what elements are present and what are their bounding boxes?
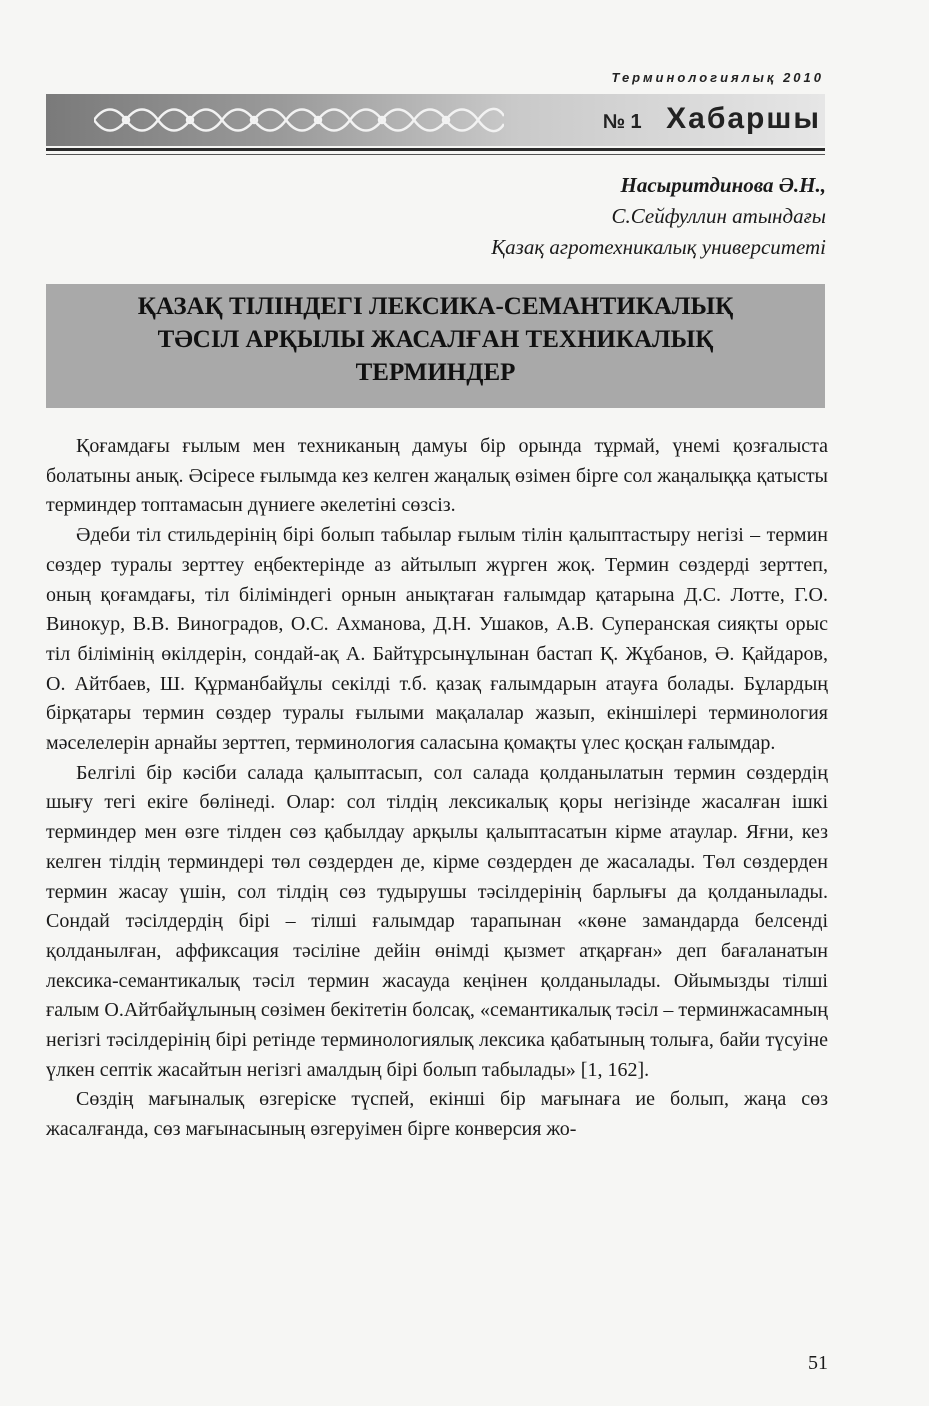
article-title-line-1: ҚАЗАҚ ТІЛІНДЕГІ ЛЕКСИКА-СЕМАНТИКАЛЫҚ: [137, 293, 734, 320]
header-rule-thin: [46, 154, 825, 155]
author-affiliation-2: Қазақ агротехникалық университеті: [491, 235, 826, 259]
article-body: [46, 432, 828, 1145]
journal-line: Терминологиялық 2010: [611, 70, 824, 85]
article-title-line-2: ТӘСІЛ АРҚЫЛЫ ЖАСАЛҒАН ТЕХНИКАЛЫҚ: [157, 326, 714, 353]
author-name: Насыритдинова Ә.Н.,: [620, 173, 826, 197]
header-band: [46, 94, 825, 146]
issue-number: № 1: [602, 111, 642, 133]
article-title-box: [46, 284, 825, 408]
article-title: [46, 290, 825, 389]
header-rule: [46, 148, 825, 151]
author-block: [491, 170, 826, 263]
paragraph: Сөздің мағыналық өзгеріске түспей, екінші бір мағынаға ие болып, жаңа сөз жасалғанда, сөз мағынасының өзгеруімен бірге конверсия жо-: [46, 1088, 828, 1141]
author-affiliation-1: С.Сейфуллин атындағы: [611, 204, 826, 228]
paragraph: Қоғамдағы ғылым мен техниканың дамуы бір орында тұрмай, үнемі қозғалыста болатыны анық. Әсіресе ғылымда кез келген жаңалық өзімен бірге сол жаңалыққа қатысты терминдер топтамасын дүниеге әкелетіні сөзсіз.: [46, 435, 828, 517]
header-title-group: [603, 102, 821, 136]
ornament-pattern: [94, 104, 504, 136]
journal-title: Хабаршы: [666, 102, 821, 135]
article-title-line-3: ТЕРМИНДЕР: [355, 359, 516, 386]
paragraph: Әдеби тіл стильдерінің бірі болып табылар ғылым тілін қалыптастыру негізі – термин сөздер туралы зерттеу еңбектерінде аз айтылып жүрген жоқ. Термин сөздерді зерттеп, оның қоғамдағы, тіл біліміндегі орнын анықтаған ғалымдар қатарына Д.С. Лотте, Г.О. Винокур, В.В. Виноградов, О.С. Ахманова, Д.Н. Ушаков, А.В. Суперанская сияқты орыс тіл білімінің өкілдерін, сондай-ақ А. Байтұрсынұлынан бастап Қ. Жұбанов, Ә. Қайдаров, О. Айтбаев, Ш. Құрманбайұлы секілді т.б. қазақ ғалымдарын атауға болады. Бұлардың бірқатары термин сөздер туралы ғылыми мақалалар жазып, екіншілері терминология мәселелерін арнайы зерттеп, терминология саласына қомақты үлес қосқан ғалымдар.: [46, 524, 828, 755]
paragraph: Белгілі бір кәсіби салада қалыптасып, сол салада қолданылатын термин сөздердің шығу тегі екіге бөлінеді. Олар: сол тілдің лексикалық қоры негізінде жасалған ішкі терминдер мен өзге тілден сөз қабылдау арқылы қалыптасатын кірме атаулар. Яғни, кез келген тілдің терминдері төл сөздерден де, кірме сөздерден де жасалады. Төл сөздерден термин жасау үшін, сол тілдің сөз тудырушы тәсілдерінің барлығы да қолданылады. Сондай тәсілдердің бірі – тілші ғалымдар тарапынан «көне замандарда белсенді қолданылған, аффиксация тәсіліне дейін өнімді қызмет атқарған» деп бағаланатын лексика-семантикалық тәсіл термин жасауда кеңінен қолданылады. Ойымызды тілші ғалым О.Айтбайұлының сөзімен бекітетін болсақ, «семантикалық тәсіл – терминжасамның негізгі тәсілдерінің бірі ретінде терминологиялық лексика қабатының толыға, байи түсуіне үлкен септік жасайтын негізгі амалдың бірі болып табылады» [1, 162].: [46, 761, 828, 1081]
page-number: 51: [808, 1352, 828, 1374]
